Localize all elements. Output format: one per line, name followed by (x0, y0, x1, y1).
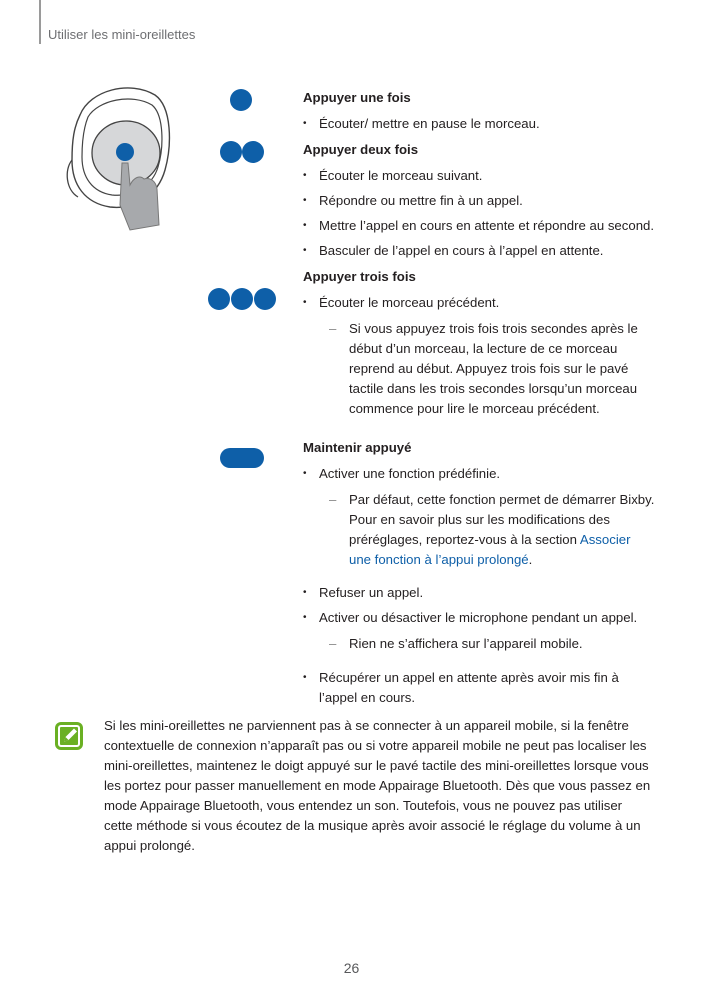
long-press-icon (220, 448, 264, 470)
sub-note: – Rien ne s’affichera sur l’appareil mobile. (303, 634, 655, 654)
section-heading: Appuyer trois fois (303, 269, 416, 284)
tap-dot (230, 89, 252, 111)
note-text: Si les mini-oreillettes ne parviennent pas à se connecter à un appareil mobile, si la fenêtre contextuelle de connexion n’apparaît pas ou si votre appareil mobile ne peut pas localiser les mini-oreillettes, maintenez le doigt appuyé sur le pavé tactile des mini-oreillettes lorsque vous les portez pour passer manuellement en mode Appairage Bluetooth. Dès que vous passez en mode Appairage Bluetooth, vous entendez un son. Toutefois, vous ne pouvez pas utiliser cette méthode si vous écoutez de la musique après avoir associé le réglage du volume à un appui prolongé. (104, 718, 651, 853)
header-rule (39, 0, 41, 44)
double-tap-icon (220, 141, 264, 163)
tap-dot (254, 288, 276, 310)
bullet-item: • Activer ou désactiver le microphone pendant un appel. (303, 608, 655, 628)
bullet-item: • Écouter le morceau précédent. (303, 293, 655, 313)
triple-tap-icon (208, 288, 276, 310)
note-pencil-icon (53, 720, 85, 752)
bullet-item: • Refuser un appel. (303, 583, 655, 603)
earbud-touchpad-illustration (60, 75, 180, 235)
press-pill (220, 448, 264, 468)
single-tap-icon (230, 89, 252, 111)
tap-dot (208, 288, 230, 310)
bullet-item: • Basculer de l’appel en cours à l’appel en attente. (303, 241, 655, 261)
section-heading: Appuyer une fois (303, 90, 411, 105)
page-header-title: Utiliser les mini-oreillettes (48, 27, 196, 42)
tap-dot (231, 288, 253, 310)
section-heading: Maintenir appuyé (303, 440, 412, 456)
bullet-item: • Mettre l’appel en cours en attente et répondre au second. (303, 216, 655, 236)
tap-dot (220, 141, 242, 163)
bullet-item: • Écouter le morceau suivant. (303, 166, 655, 186)
page-number: 26 (343, 960, 360, 976)
sub-note-text: Par défaut, cette fonction permet de démarrer Bixby. Pour en savoir plus sur les modifications des préréglages, reportez-vous à la section (349, 492, 655, 548)
sub-note: – Si vous appuyez trois fois trois secondes après le début d’un morceau, la lecture de ce morceau reprend au début. Appuyez trois fois sur le pavé tactile dans les trois secondes lorsqu’un morceau commence pour lire le morceau précédent. (303, 319, 655, 419)
sub-note-end: . (528, 552, 533, 568)
bullet-item: • Activer une fonction prédéfinie. (303, 464, 655, 484)
tap-dot (242, 141, 264, 163)
section-link[interactable]: Associer une fonction à l’appui prolongé (349, 532, 631, 568)
section-heading: Appuyer deux fois (303, 142, 419, 157)
bullet-item: • Répondre ou mettre fin à un appel. (303, 191, 655, 211)
sub-note (303, 490, 655, 570)
gesture-instructions (303, 88, 655, 708)
bullet-item: • Récupérer un appel en attente après avoir mis fin à l’appel en cours. (303, 668, 655, 708)
bullet-item: • Écouter/ mettre en pause le morceau. (303, 114, 655, 134)
